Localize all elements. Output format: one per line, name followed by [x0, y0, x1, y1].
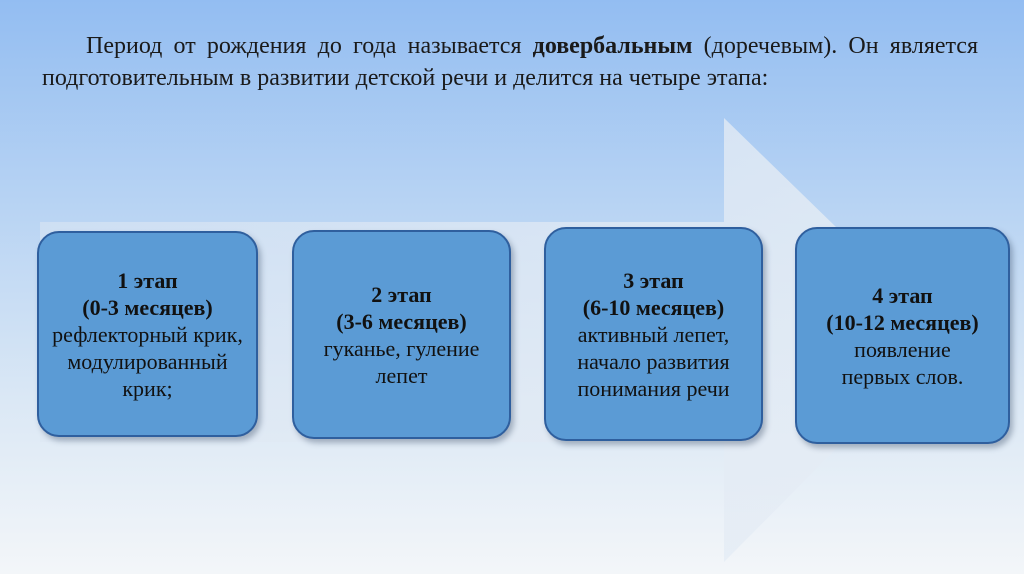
- stage-box-2: [292, 230, 511, 439]
- stage-description: рефлекторный крик, модулированный крик;: [52, 321, 243, 401]
- stage-description: гуканье, гуление лепет: [323, 335, 480, 388]
- intro-text-after: (доречевым). Он является подготовительным в развитии детской речи и делится на четыре этапа:: [42, 33, 978, 91]
- stage-period: (6-10 месяцев): [582, 294, 725, 320]
- stage-period: (3-6 месяцев): [336, 308, 467, 334]
- stage-period: (0-3 месяцев): [82, 294, 213, 320]
- stage-box-1: [37, 231, 258, 437]
- stage-title: 3 этап: [623, 267, 684, 293]
- stage-title: 4 этап: [872, 282, 933, 308]
- stage-description: активный лепет, начало развития понимания речи: [577, 321, 730, 401]
- stage-period: (10-12 месяцев): [826, 309, 979, 335]
- stage-description: появление первых слов.: [841, 336, 964, 389]
- intro-text-bold: довербальным: [532, 33, 693, 59]
- stage-title: 2 этап: [371, 281, 432, 307]
- intro-text-before: Период от рождения до года называется: [86, 33, 533, 59]
- stage-box-4: [795, 227, 1010, 444]
- stage-box-3: [544, 227, 763, 441]
- stage-title: 1 этап: [117, 267, 178, 293]
- intro-text: [42, 30, 978, 94]
